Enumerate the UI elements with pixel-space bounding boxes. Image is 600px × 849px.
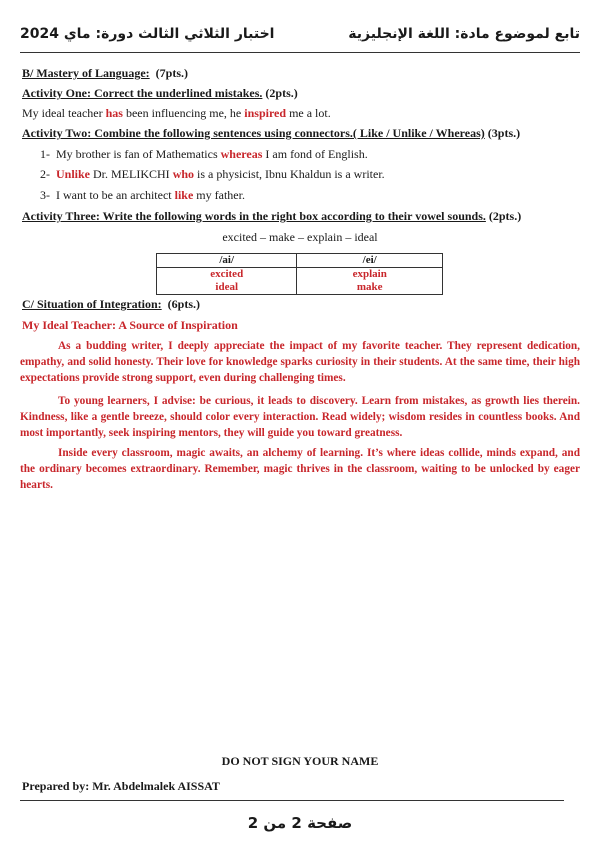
table-cell: excited [157,268,297,282]
table-row [157,281,443,295]
essay-paragraph: To young learners, I advise: be curious, it leads to discovery. Learn from mistakes, as growth lies therein. Kindness, like a gentle breeze, should color every interaction. Read widely; wisdom resides in countless books. And most importantly, seek inspiring mentors, they will guide you toward greatness. [20,395,580,439]
section-b-heading [22,66,188,81]
footer-notice: DO NOT SIGN YOUR NAME [221,754,379,768]
table-header-row [157,254,443,268]
page-number: صفحة 2 من 2 [247,814,353,832]
item-number: 1- [40,147,50,161]
vowel-table [156,253,443,295]
connector-word: Unlike [56,167,91,181]
header-subject: تابع لموضوع مادة: اللغة الإنجليزية [348,26,580,42]
activity-one-sentence [22,106,331,121]
list-item [40,188,245,203]
sentence-part: me a lot. [286,106,331,120]
essay-title: My Ideal Teacher: A Source of Inspiration [22,318,238,332]
sentence-part: is a physicist, Ibnu Khaldun is a writer. [194,167,385,181]
sentence-part: My ideal teacher [22,106,106,120]
sentence-part: Dr. MELIKCHI [90,167,173,181]
header-divider [20,52,580,53]
corrected-word: inspired [244,106,287,120]
footer-divider [20,800,564,801]
corrected-word: has [105,106,123,120]
essay-paragraph: Inside every classroom, magic awaits, an alchemy of learning. It’s where ideas collide, minds expand, and the ordinary becomes extraordinary. Remember, magic thrives in the classroom, waiting to be unlocked by eager hearts. [20,447,580,491]
section-b-title: B/ Mastery of Language: [22,66,150,80]
activity-one-points: (2pts.) [265,86,298,100]
section-c-title: C/ Situation of Integration: [22,297,162,311]
table-cell: ideal [157,281,297,295]
section-b-points: (7pts.) [155,66,188,80]
prepared-by: Prepared by: Mr. Abdelmalek AISSAT [22,779,220,793]
sentence-part: I am fond of English. [262,147,368,161]
activity-one-title: Activity One: Correct the underlined mistakes. [22,86,263,100]
sentence-part: My brother is fan of Mathematics [56,147,221,161]
connector-word: whereas [220,147,263,161]
header-exam: اختبار الثلاثي الثالث دورة: ماي 2024 [20,26,275,42]
table-row [157,268,443,282]
sentence-part: I want to be an architect [56,188,175,202]
essay-paragraph: As a budding writer, I deeply appreciate the impact of my favorite teacher. They represent dedication, empathy, and solid honesty. Their love for knowledge sparks curiosity in their students. At the same time, their high expectations provide strong support, even during challenging times. [20,340,580,384]
table-cell: explain [297,268,443,282]
activity-three-heading [22,209,521,224]
connector-word: like [174,188,194,202]
sentence-part: been influencing me, he [122,106,245,120]
section-c-points: (6pts.) [167,297,201,311]
sentence-part: my father. [193,188,245,202]
item-number: 3- [40,188,50,202]
activity-two-title: Activity Two: Combine the following sentences using connectors.( Like / Unlike / Whereas) [22,126,485,140]
column-header: /ei/ [297,254,443,268]
activity-three-title: Activity Three: Write the following words in the right box according to their vowel sounds. [22,209,486,223]
table-cell: make [297,281,443,295]
column-header: /ai/ [157,254,297,268]
section-c-heading [22,297,200,312]
activity-two-points: (3pts.) [487,126,521,140]
list-item [40,147,368,162]
item-number: 2- [40,167,50,181]
activity-three-points: (2pts.) [488,209,522,223]
activity-one-heading [22,86,298,101]
list-item [40,167,385,182]
word-list: excited – make – explain – ideal [222,230,378,244]
activity-two-heading [22,126,520,141]
connector-word: who [172,167,195,181]
